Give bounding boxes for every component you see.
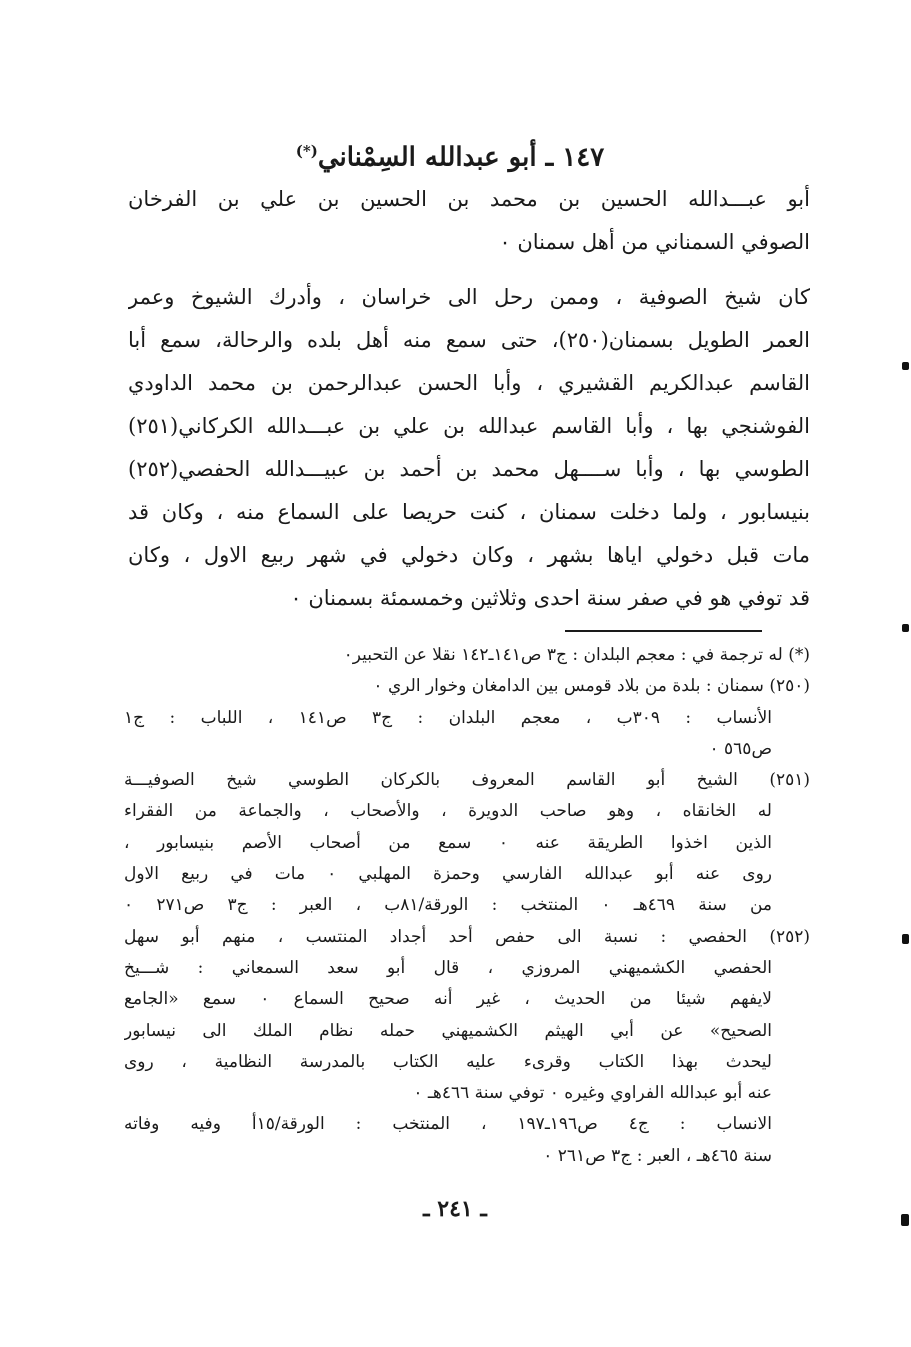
footnote-251-line: الذين اخذوا الطريقة عنه ٠ سمع من أصحاب الأصم بنيسابور ، xyxy=(124,832,773,853)
scan-edge-mark xyxy=(902,624,909,632)
body-line: الصوفي السمناني من أهل سمنان ٠ xyxy=(499,230,810,254)
footnotes xyxy=(124,640,810,1172)
footnote-251-line: له الخانقاه ، وهو صاحب الدويرة ، والأصحاب ، والجماعة من الفقراء xyxy=(124,801,772,822)
footnote-250-line: (٢٥٠) سمنان : بلدة من بلاد قومس بين الدامغان وخوار الري ٠ xyxy=(373,676,810,697)
heading-note-marker: (*) xyxy=(295,142,318,160)
entry-heading xyxy=(120,134,780,175)
scan-edge-mark xyxy=(901,1214,909,1226)
scan-edge-mark xyxy=(902,934,909,944)
body-line: العمر الطويل بسمنان(٢٥٠)، حتى سمع منه أهل بلده والرحالة، سمع أبا xyxy=(128,328,810,352)
body-line: مات قبل دخولي اياها بشهر ، وكان دخولي في شهر ربيع الاول ، وكان xyxy=(128,543,810,567)
body-line: القاسم عبدالكريم القشيري ، وأبا الحسن عبدالرحمن بن محمد الداودي xyxy=(128,371,810,395)
body-line: بنيسابور ، ولما دخلت سمنان ، كنت حريصا على السماع منه ، وكان قد xyxy=(128,500,810,524)
body-line: قد توفي هو في صفر سنة احدى وثلاثين وخمسمئة بسمنان ٠ xyxy=(290,586,810,610)
paragraph-name-lineage xyxy=(128,178,810,264)
footnote-251-line: روى عنه أبو عبدالله الفارسي وحمزة المهلبي ٠ مات في ربيع الاول xyxy=(124,864,772,885)
footnote-divider xyxy=(565,630,762,632)
footnote-252-line: سنة ٤٦٥هـ ، العبر : ج٣ ص٢٦١ ٠ xyxy=(543,1145,772,1166)
page-number: ـ ٢٤١ ـ xyxy=(423,1196,487,1222)
footnote-250-line: ص٥٦٥ ٠ xyxy=(709,738,772,759)
footnote-252-line: الانساب : ج٤ ص١٩٦ـ١٩٧ ، المنتخب : الورقة/١٥أ وفيه وفاته xyxy=(124,1114,772,1135)
footnote-252-line: ليحدث بهذا الكتاب وقرىء عليه الكتاب بالمدرسة النظامية ، روى xyxy=(124,1051,772,1072)
footnote-251-line: (٢٥١) الشيخ أبو القاسم المعروف بالكركان الطوسي شيخ الصوفيـــة xyxy=(124,770,810,791)
footnote-251-line: من سنة ٤٦٩هـ ٠ المنتخب : الورقة/٨١ب ، العبر : ج٣ ص٢٧١ ٠ xyxy=(124,895,773,916)
body-line: الطوسي بها ، وأبا ســــهل محمد بن أحمد بن عبيـــدالله الحفصي(٢٥٢) xyxy=(128,457,810,481)
body-line: أبو عبـــدالله الحسين بن محمد بن الحسين بن علي بن الفرخان xyxy=(128,187,810,211)
body-line: الفوشنجي بها ، وأبا القاسم عبدالله بن علي بن عبـــدالله الكركاني(٢٥١) xyxy=(128,414,810,438)
footnote-252-line: الصحيح» عن أبي الهيثم الكشميهني حمله نظام الملك الى نيسابور xyxy=(124,1020,772,1041)
body-line: كان شيخ الصوفية ، وممن رحل الى خراسان ، وأدرك الشيوخ وعمر xyxy=(128,285,810,309)
footnote-star-line: (*) له ترجمة في : معجم البلدان : ج٣ ص١٤١ـ١٤٢ نقلا عن التحبير٠ xyxy=(343,645,810,665)
footnote-252-line: لايفهم شيئا من الحديث ، غير أنه صحيح السماع ٠ سمع «الجامع xyxy=(124,989,773,1010)
footnote-252-line: (٢٥٢) الحفصي : نسبة الى حفص أحد أجداد المنتسب ، منهم أبو سهل xyxy=(124,926,810,947)
entry-title: ١٤٧ ـ أبو عبدالله السِمْناني xyxy=(317,142,605,173)
footnote-252-line: الحفصي الكشميهني المروزي ، قال أبو سعد السمعاني : شـــيخ xyxy=(124,957,772,978)
paragraph-biography xyxy=(128,276,810,620)
scan-edge-mark xyxy=(902,362,909,370)
footnote-252-line: عنه أبو عبدالله الفراوي وغيره ٠ توفي سنة ٤٦٦هـ ٠ xyxy=(413,1083,772,1104)
footnote-250-line: الأنساب : ٣٠٩ب ، معجم البلدان : ج٣ ص١٤١ ، اللباب : ج١ xyxy=(124,707,772,728)
